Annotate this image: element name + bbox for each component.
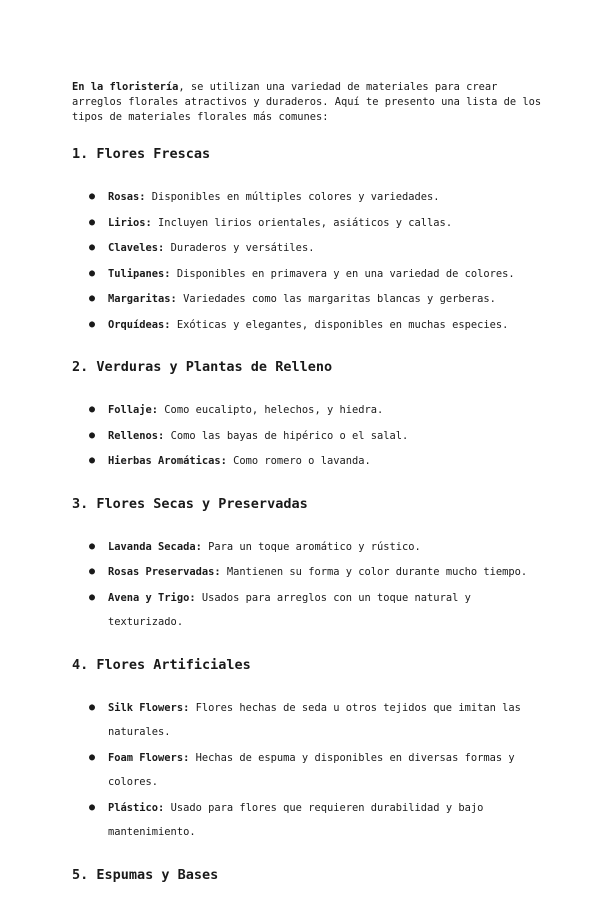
- list-item: [72, 796, 542, 845]
- bullet-icon: ●: [89, 293, 96, 304]
- item-description: Como las bayas de hipérico o el salal.: [164, 429, 409, 442]
- list-item: [72, 535, 542, 560]
- item-term: Lavanda Secada:: [108, 540, 202, 553]
- intro-text: , se utilizan una variedad de materiales para crear arreglos florales atractivos y duraderos. Aquí te presento una lista de los tipos de materiales florales más comunes:: [72, 81, 542, 123]
- section-heading: 2. Verduras y Plantas de Relleno: [72, 359, 333, 375]
- bullet-icon: ●: [89, 242, 96, 253]
- item-term: Margaritas:: [108, 293, 177, 305]
- item-description: Disponibles en múltiples colores y variedades.: [145, 191, 440, 203]
- section-list: [72, 696, 542, 845]
- list-item: [72, 424, 542, 449]
- bullet-icon: ●: [89, 701, 96, 713]
- section-list: [72, 185, 542, 337]
- item-description: Disponibles en primavera y en una variedad de colores.: [170, 267, 515, 280]
- item-term: Plástico:: [108, 801, 165, 814]
- item-description: Mantienen su forma y color durante mucho tiempo.: [220, 566, 528, 578]
- list-item: [72, 449, 542, 474]
- item-term: Foam Flowers:: [108, 751, 190, 764]
- item-description: Exóticas y elegantes, disponibles en muchas especies.: [170, 318, 509, 331]
- item-term: Follaje:: [108, 404, 159, 416]
- section-heading: 1. Flores Frescas: [72, 146, 211, 162]
- bullet-icon: ●: [89, 318, 96, 330]
- bullet-icon: ●: [89, 191, 96, 202]
- bullet-icon: ●: [89, 267, 96, 279]
- list-item: [72, 586, 542, 635]
- item-description: Variedades como las margaritas blancas y gerberas.: [176, 293, 496, 305]
- bullet-icon: ●: [89, 751, 96, 763]
- item-description: Usado para flores que requieren durabilidad y bajo mantenimiento.: [108, 801, 484, 838]
- item-term: Lirios:: [108, 216, 152, 229]
- section-list: [72, 398, 542, 474]
- list-item: [72, 262, 542, 287]
- list-item: [72, 236, 542, 261]
- item-description: Como romero o lavanda.: [226, 455, 371, 467]
- section-heading: 5. Espumas y Bases: [72, 866, 219, 883]
- sections-container: [72, 145, 542, 884]
- item-description: Incluyen lirios orientales, asiáticos y callas.: [151, 216, 453, 229]
- document-page: [72, 80, 542, 906]
- bullet-icon: ●: [89, 216, 96, 228]
- item-description: Duraderos y versátiles.: [164, 242, 315, 254]
- item-description: Para un toque aromático y rústico.: [201, 540, 421, 553]
- item-term: Rosas Preservadas:: [108, 566, 221, 578]
- list-item: [72, 211, 542, 236]
- item-description: Como eucalipto, helechos, y hiedra.: [158, 404, 384, 416]
- bullet-icon: ●: [89, 429, 96, 441]
- item-term: Claveles:: [108, 242, 165, 254]
- item-term: Avena y Trigo:: [108, 591, 196, 604]
- list-item: [72, 185, 542, 210]
- list-item: [72, 287, 542, 312]
- section-heading: 4. Flores Artificiales: [72, 656, 251, 673]
- item-term: Rosas:: [108, 191, 146, 203]
- item-term: Rellenos:: [108, 429, 165, 442]
- list-item: [72, 313, 542, 338]
- list-item: [72, 398, 542, 423]
- list-item: [72, 696, 542, 745]
- intro-lead: En la floristería: [72, 81, 179, 93]
- item-description: Hechas de espuma y disponibles en diversas formas y colores.: [108, 751, 515, 788]
- section-list: [72, 535, 542, 635]
- item-term: Orquídeas:: [108, 318, 171, 331]
- bullet-icon: ●: [89, 566, 96, 577]
- bullet-icon: ●: [89, 404, 96, 415]
- list-item: [72, 560, 542, 585]
- item-term: Silk Flowers:: [108, 701, 190, 714]
- bullet-icon: ●: [89, 591, 96, 603]
- intro-paragraph: [72, 80, 542, 125]
- list-item: [72, 746, 542, 795]
- item-description: Usados para arreglos con un toque natural y texturizado.: [108, 591, 471, 628]
- item-description: Flores hechas de seda u otros tejidos que imitan las naturales.: [108, 701, 521, 738]
- bullet-icon: ●: [89, 455, 96, 466]
- section-heading: 3. Flores Secas y Preservadas: [72, 495, 308, 512]
- item-term: Tulipanes:: [108, 267, 171, 280]
- item-term: Hierbas Aromáticas:: [108, 455, 227, 467]
- bullet-icon: ●: [89, 540, 96, 552]
- bullet-icon: ●: [89, 801, 96, 813]
